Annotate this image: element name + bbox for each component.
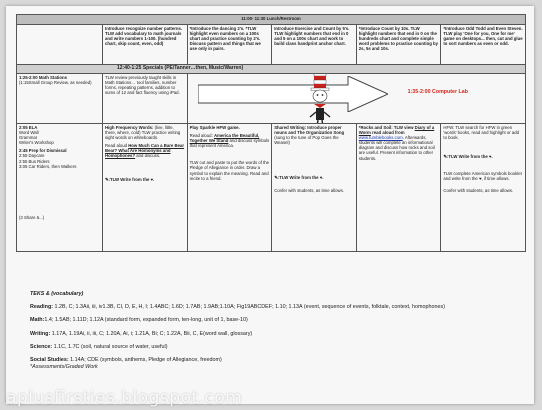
teks-writing: [30, 331, 510, 337]
ela-line-3: Grammar: [19, 135, 38, 141]
teks-writing-text: 1.17A, 1.19Ai, ii, iii, C; 1.20A, Ai, i; 1.21A, Bi; C; 1.22A, Bii, C, E(word wall, glossary): [50, 330, 253, 337]
specials-text: 12:40-1:25 Specials (PE/Tanner…then, Music/Warren): [117, 65, 244, 71]
dismissal-sub-3: 3:05 Car Riders, then Walkers: [19, 163, 77, 169]
hfw-search: HFW: TLW search for HFW in green 'words' books, read and highlight or add to book.: [443, 125, 520, 141]
share-note: (3 Share ā...): [19, 214, 45, 220]
teks-social: [30, 357, 510, 363]
lesson-plan-sheet: [6, 6, 534, 404]
book-title-1: How Much Can a Bare Bear Bear? What Are Homonyms and Homophones?: [105, 143, 185, 159]
lunch-row: 11:00- 11:30 Lunch/Restroom: [17, 15, 526, 25]
confer-3: Confer with students, as time allows.: [274, 188, 344, 194]
teks-title: TEKS & (vocabulary): [30, 291, 84, 297]
ela-day3: [272, 124, 357, 252]
book-title-2: America the Beautiful, Together We Stand: [189, 133, 260, 144]
teks-reading-label: Reading:: [30, 304, 54, 311]
read-aloud-prefix: Read aloud: [105, 143, 129, 149]
teks-writing-label: Writing:: [30, 330, 51, 337]
teks-section: [30, 291, 510, 377]
rocks-mid: read aloud from: [370, 130, 405, 136]
teks-science: [30, 344, 510, 350]
stations-text: TLW review previously taught skills in Math Stations… tool families, number forms, repeating patterns, addition to sums of 12 and fact fluency using iPad.: [103, 74, 188, 124]
rocks-title: *Rocks and Soil: TLW view: [358, 125, 415, 130]
teks-social-label: Social Studies:: [30, 356, 69, 363]
stations-sub: (1:15Small Group Review, as needed): [19, 80, 92, 86]
sparkle-title: Play Sparkle HFW game.: [189, 125, 240, 130]
ela-day5: [441, 124, 526, 252]
computer-lab-label: 1:35-2:00 Computer Lab: [407, 89, 468, 95]
teks-math: [30, 317, 510, 323]
top-left-empty: [17, 25, 103, 65]
teks-science-label: Science:: [30, 343, 53, 350]
book-title-4: Diary of a Worm: [358, 125, 435, 136]
ela-line-2: Word Wall: [19, 130, 39, 136]
shared-writing-title: Shared Writing: Introduce proper nouns and The Organization Song: [274, 125, 345, 136]
ela-line-1: 2:05 ELA: [19, 125, 38, 130]
read-aloud-suffix-2: and discuss symbols that represent America.: [189, 138, 270, 149]
ela-left-cell: [17, 124, 103, 252]
day1-math: Introduce recognize number patterns. TLW add vocabulary to math journals and write numbers 1-100. (hundred chart, skip count, even, odd): [103, 25, 188, 65]
stations-label-cell: [17, 74, 103, 124]
dismissal-sub-1: 2:55 Daycare: [19, 153, 45, 159]
specials-row: [17, 65, 526, 74]
continue-arrow-icon: [198, 76, 388, 112]
teks-math-label: Math:: [30, 317, 45, 324]
read-aloud-suffix: and discuss.: [135, 153, 161, 159]
confer-5: Confer with students, as time allows.: [443, 187, 514, 193]
stations-arrow-cell: [187, 74, 525, 124]
write-heart-1: ✎:TLW Write from the ♥.: [105, 176, 155, 182]
blog-watermark: aplusfirsties.blogspot.com: [6, 388, 243, 408]
shared-writing-sub: (sung to the tune of Pop Goes the Weasel): [274, 135, 339, 146]
day3-math: Introduce Exercise and Count by 5's. TLW highlight numbers that end in 0 and 5 on a 100s chart and work to build class handprint anchor chart.: [272, 25, 357, 65]
hfw-body: (live, little, there, where, cold) TLW practice writing sight words on whiteboards.: [105, 125, 181, 141]
day2-math: *Introduce the dancing 2's. *TLW highlight even numbers on a 100s chart and practice counting by 2's. Discuss pattern and things that we use only in pairs.: [187, 25, 272, 65]
write-heart-5: ✎:TLW Write from the ♥.: [443, 154, 493, 160]
pledge-activity: TLW cut and paste to put the words of the Pledge of Allegiance in order. Draw a symbol to explain the meaning. Read and recite to a friend.: [189, 160, 270, 181]
symbols-booklet: TLW complete American symbols booklet and write from the ♥, if time allows.: [443, 171, 522, 182]
lesson-plan-table: [16, 14, 526, 252]
ela-day2: [187, 124, 272, 252]
write-heart-3: ✎:TLW Write from the ♥.: [274, 175, 324, 181]
rocks-body: . Afterwards, students will complete an informational diagram and discuss how rocks and soil are useful. Present information to other students.: [358, 135, 435, 161]
teks-social-text: 1.14A; CDE (symbols, anthems, Pledge of Allegiance, freedom): [68, 356, 222, 363]
tumblebooks-link[interactable]: www.tumblebooks.com: [358, 135, 403, 141]
ela-line-4: Writer's Workshop: [19, 140, 54, 146]
cat-in-hat-mascot-icon: [306, 74, 334, 124]
teks-math-text: 1.4; 1.5AB; 1.11D; 1.12A (standard form, expanded form, ten-long, unit of 1, base-10): [44, 317, 248, 324]
teks-reading: [30, 304, 510, 310]
dismissal: 2:45 Prep for Dismissal: [19, 148, 67, 154]
day5-math: *Introduce Odd Todd and Even Steven. TLW play 'One for you, One for me' game on desktops... then, cut and glue to sort numbers as even or odd.: [441, 25, 526, 65]
teks-reading-text: 1.2B, C; 1.3Aii, iii, iv1.3B, CI, D, E, H, I; 1.4ABC; 1.6D; 1.7AB; 1.9AB;1.10A; Fig19ABCDEF; 1.10; 1.13A (event, sequence of events, folktale, context, homophones): [53, 304, 445, 311]
read-aloud-prefix-2: Read aloud:: [189, 133, 214, 139]
dismissal-sub-2: 2:55 Bus Riders: [19, 158, 50, 164]
day4-math: *Introduce Count by 10s. TLW highlight numbers that end in 0 on the hundreds chart and complete simple word problems to practice counting by 2s, 5s and 10s.: [356, 25, 441, 65]
stations-label: 1:25-2:00 Math Stations: [19, 75, 67, 80]
ela-day4: [356, 124, 441, 252]
assessment-note: *Assessments/Graded Work: [30, 363, 98, 370]
teks-science-text: 1.1C, 1.7C (soil, natural source of water, useful): [52, 343, 168, 350]
ela-day1: [103, 124, 188, 252]
hfw-title: High Frequency Words:: [105, 125, 154, 130]
